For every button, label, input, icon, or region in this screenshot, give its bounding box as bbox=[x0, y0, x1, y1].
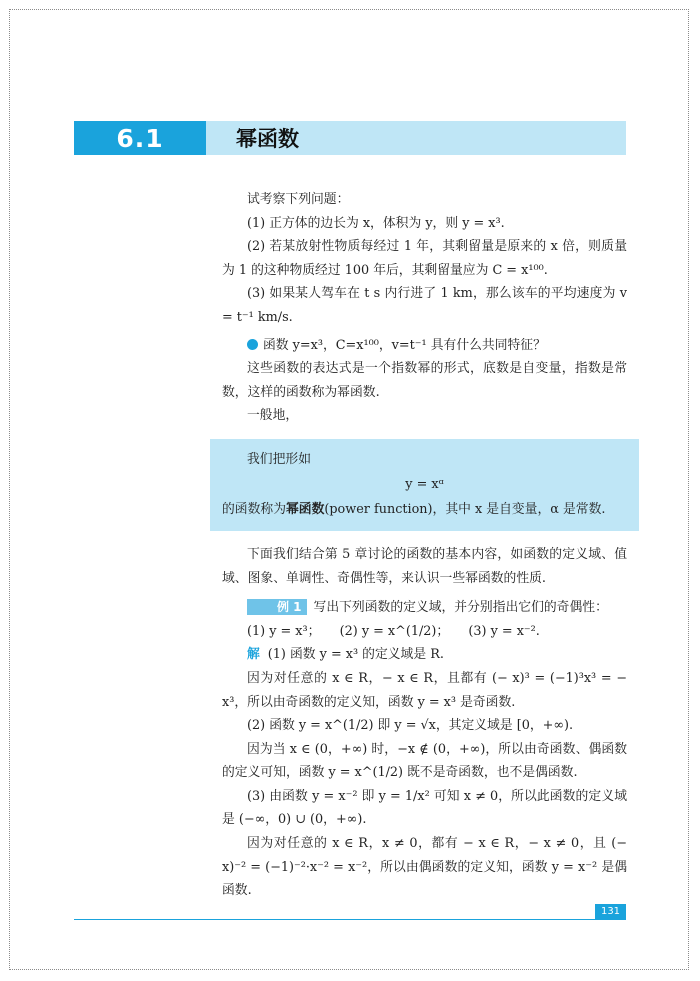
solution-2: (2) 函数 y = x^(1/2) 即 y = √x，其定义域是 [0，+∞). bbox=[247, 718, 574, 734]
page-number: 131 bbox=[595, 904, 626, 919]
example-items: (1) y = x³； (2) y = x^(1/2)； (3) y = x⁻². bbox=[247, 623, 540, 639]
footer-rule bbox=[74, 919, 626, 920]
section-title: 幂函数 bbox=[206, 121, 626, 155]
intro-problem-3: (3) 如果某人驾车在 t s 内行进了 1 km，那么该车的平均速度为 v = t⁻¹ km/s. bbox=[222, 286, 627, 325]
explanation-lead: 一般地， bbox=[247, 408, 299, 424]
solution-3-reason: 因为对任意的 x ∈ R，x ≠ 0，都有 − x ∈ R，− x ≠ 0，且 (− x)⁻² = (−1)⁻²·x⁻² = x⁻²，所以由偶函数的定义知，函数 y = x⁻² 是偶函数. bbox=[222, 836, 627, 899]
transition-text: 下面我们结合第 5 章讨论的函数的基本内容，如函数的定义域、值域、图象、单调性、奇偶性等，来认识一些幂函数的性质. bbox=[222, 546, 627, 586]
explanation-text: 这些函数的表达式是一个指数幂的形式，底数是自变量，指数是常数，这样的函数称为幂函数. bbox=[222, 361, 627, 400]
example-tag: 例 1 bbox=[247, 599, 307, 615]
solution-1 bbox=[222, 643, 627, 667]
intro-problem-2: (2) 若某放射性物质每经过 1 年，其剩留量是原来的 x 倍，则质量为 1 的这种物质经过 100 年后，其剩留量应为 C = x¹⁰⁰. bbox=[222, 239, 627, 278]
definition-after: (power function)，其中 x 是自变量，α 是常数. bbox=[324, 501, 606, 517]
section-number: 6.1 bbox=[74, 121, 206, 155]
definition-sentence bbox=[222, 497, 627, 522]
intro-problem-1: (1) 正方体的边长为 x，体积为 y，则 y = x³. bbox=[247, 215, 505, 231]
definition-formula: y = xᵅ bbox=[405, 476, 444, 492]
solution-1-reason: 因为对任意的 x ∈ R，− x ∈ R，且都有 (− x)³ = (−1)³x³ = − x³，所以由奇函数的定义知，函数 y = x³ 是奇函数. bbox=[222, 670, 627, 710]
solution-1-text: (1) 函数 y = x³ 的定义域是 R. bbox=[267, 647, 444, 663]
definition-term: 幂函数 bbox=[285, 501, 325, 517]
definition-lead: 我们把形如 bbox=[247, 451, 311, 467]
example-prompt: 写出下列函数的定义域，并分别指出它们的奇偶性： bbox=[313, 600, 608, 616]
solution-3: (3) 由函数 y = x⁻² 即 y = 1/x² 可知 x ≠ 0，所以此函数的定义域是 (−∞，0) ∪ (0，+∞). bbox=[222, 788, 627, 828]
page-body bbox=[222, 188, 627, 903]
intro-lead: 试考察下列问题： bbox=[247, 192, 350, 207]
question-text: 函数 y=x³，C=x¹⁰⁰，v=t⁻¹ 具有什么共同特征？ bbox=[263, 337, 546, 353]
example-header bbox=[222, 596, 627, 620]
definition-before: 的函数称为 bbox=[222, 501, 286, 517]
solution-tag: 解 bbox=[247, 647, 260, 663]
bullet-dot-icon bbox=[247, 339, 258, 350]
question-line bbox=[222, 334, 627, 358]
definition-box bbox=[210, 439, 639, 531]
solution-2-reason: 因为当 x ∈ (0，+∞) 时，−x ∉ (0，+∞)，所以由奇函数、偶函数的定义可知，函数 y = x^(1/2) 既不是奇函数，也不是偶函数. bbox=[222, 741, 627, 781]
